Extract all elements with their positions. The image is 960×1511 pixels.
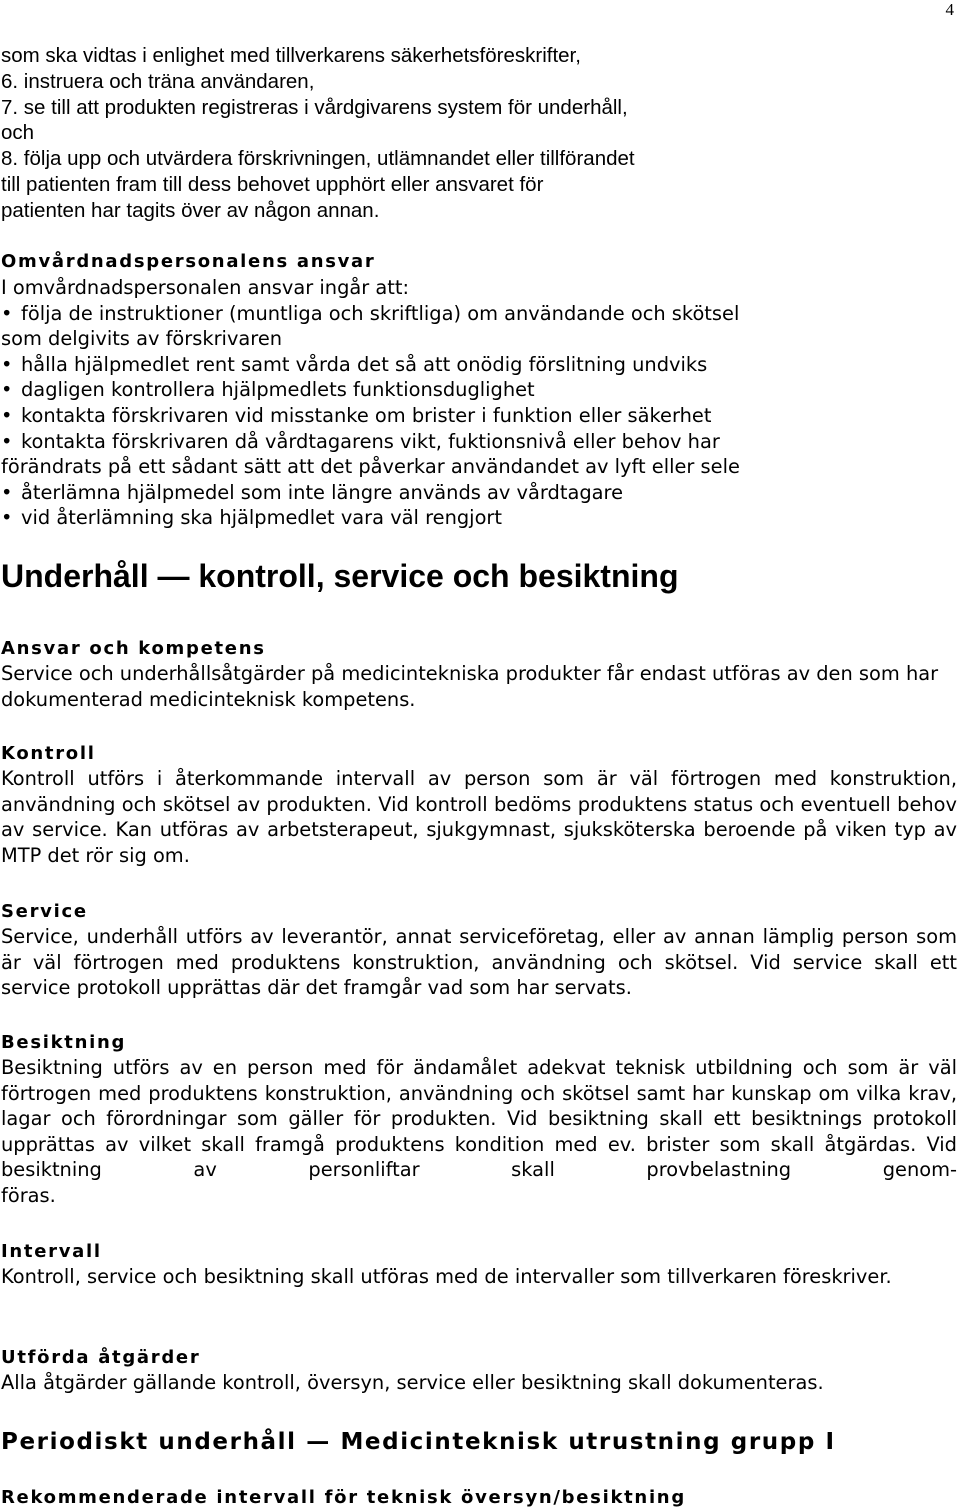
section-text: Service, underhåll utförs av leverantör, annat serviceföretag, eller av annan lämplig person som är väl förtrogen med produktens konstruktion, användning och skötsel. Vid service skall ett service protokoll upprättas där det framgår vad som har servats. xyxy=(1,925,957,1000)
responsibility-list xyxy=(1,480,957,531)
list-item: • vid återlämning ska hjälpmedlet vara väl rengjort xyxy=(1,505,957,531)
section-text-end: föras. xyxy=(1,1183,56,1207)
section-text: Kontroll utförs i återkommande intervall av person som är väl förtrogen med konstruktion, användning och skötsel av produkten. Vid kontroll bedöms produktens status och eventuell behov av service. Kan utföras av arbetsterapeut, sjukgymnast, sjuksköterska beroende på viken typ av MTP det rör sig om. xyxy=(1,767,957,867)
besiktning-section xyxy=(1,1031,957,1209)
intro-line: till patienten fram till dess behovet upphört eller ansvaret för xyxy=(1,172,544,196)
intro-line: 7. se till att produkten registreras i vårdgivarens system för underhåll, xyxy=(1,95,628,119)
section-heading: Intervall xyxy=(1,1241,102,1262)
responsibility-list xyxy=(1,301,957,327)
section-text: Service och underhållsåtgärder på medicintekniska produkter får endast utföras av den som har dokumenterad medicinteknisk kompetens. xyxy=(1,662,939,711)
section-heading: Service xyxy=(1,901,88,922)
list-item: • hålla hjälpmedlet rent samt vårda det så att onödig förslitning undviks xyxy=(1,352,957,378)
omvardnad-section xyxy=(1,250,957,531)
section-text: Besiktning utförs av en person med för ändamålet adekvat teknisk utbildning och som är väl förtrogen med produktens konstruktion, användning och skötsel samt har kunskap om vilka krav, lagar och förordningar som gäller för produkten. Vid besiktning skall ett besiktnings protokoll upprättas av vilket skall framgå produktens kondition med ev. brister som skall åtgärdas. Vid besiktning av personliftar skall provbelastning genom- xyxy=(1,1056,957,1182)
list-item: • dagligen kontrollera hjälpmedlets funktionsduglighet xyxy=(1,377,957,403)
section-intro: I omvårdnadspersonalen ansvar ingår att: xyxy=(1,276,410,299)
section-heading: Besiktning xyxy=(1,1032,127,1053)
kontroll-section xyxy=(1,742,957,868)
list-item: • återlämna hjälpmedel som inte längre används av vårdtagare xyxy=(1,480,957,506)
list-item: • följa de instruktioner (muntliga och skriftliga) om användande och skötsel xyxy=(1,301,957,327)
section-heading: Rekommenderade intervall för teknisk översyn/besiktning xyxy=(1,1487,686,1508)
intro-line: 8. följa upp och utvärdera förskrivningen, utlämnandet eller tillförandet xyxy=(1,147,635,171)
ansvar-section xyxy=(1,637,957,712)
atgarder-section xyxy=(1,1346,957,1396)
section-heading: Omvårdnadspersonalens ansvar xyxy=(1,251,376,272)
page-number: 4 xyxy=(945,0,954,19)
periodiskt-section xyxy=(1,1427,957,1457)
intro-line: och xyxy=(1,121,35,145)
section-text: Alla åtgärder gällande kontroll, översyn, service eller besiktning skall dokumenteras. xyxy=(1,1371,824,1394)
section-heading: Kontroll xyxy=(1,743,96,764)
intro-line: patienten har tagits över av någon annan. xyxy=(1,198,380,222)
section-text: Kontroll, service och besiktning skall utföras med de intervaller som tillverkaren föreskriver. xyxy=(1,1265,892,1288)
main-heading: Underhåll — kontroll, service och besiktning xyxy=(1,558,679,594)
list-item-continuation: förändrats på ett sådant sätt att det påverkar användandet av lyft eller sele xyxy=(1,455,740,479)
section-heading: Utförda åtgärder xyxy=(1,1347,201,1368)
list-item: • kontakta förskrivaren då vårdtagarens vikt, fuktionsnivå eller behov har xyxy=(1,429,957,455)
intro-line: 6. instruera och träna användaren, xyxy=(1,69,315,93)
intro-line: som ska vidtas i enlighet med tillverkarens säkerhetsföreskrifter, xyxy=(1,44,581,67)
section-heading: Ansvar och kompetens xyxy=(1,638,266,659)
service-section xyxy=(1,900,957,1001)
list-item-continuation: som delgivits av förskrivaren xyxy=(1,327,283,351)
responsibility-list xyxy=(1,352,957,454)
rekommenderade-section xyxy=(1,1486,957,1510)
intro-block xyxy=(1,43,957,224)
intervall-section xyxy=(1,1240,957,1290)
list-item: • kontakta förskrivaren vid misstanke om brister i funktion eller säkerhet xyxy=(1,403,957,429)
section-heading: Periodiskt underhåll — Medicinteknisk utrustning grupp I xyxy=(1,1429,836,1455)
